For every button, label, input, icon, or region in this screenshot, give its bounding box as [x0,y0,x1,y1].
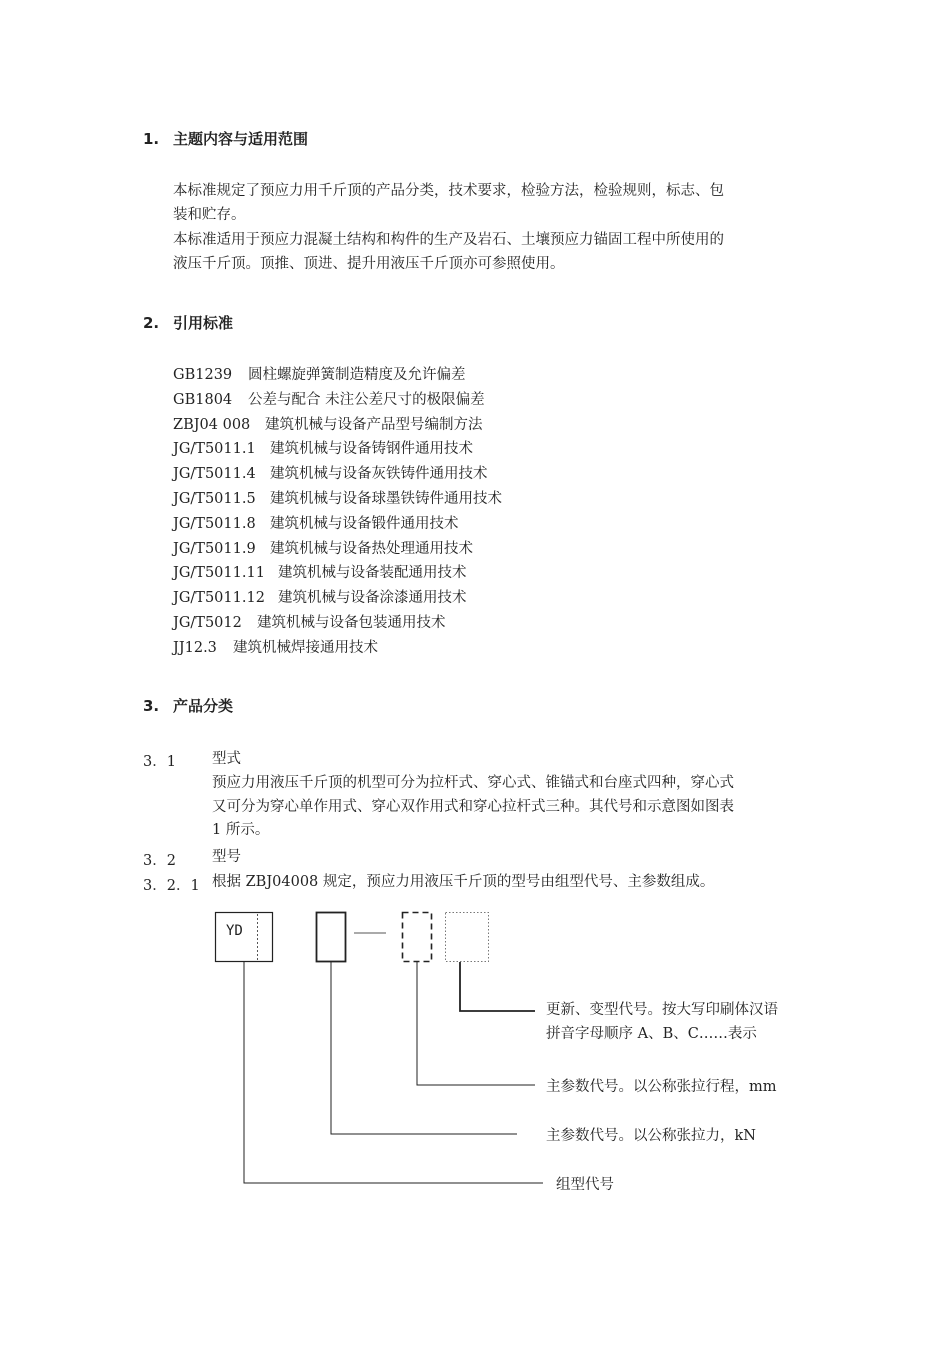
reference-code: JG/T5011.11 [173,565,265,582]
section-3-number: 3. [143,697,160,715]
reference-code: GB1804 [173,391,233,408]
clause-3-2-1-number: 3．2．1 [143,878,200,894]
reference-code: JG/T5012 [173,614,242,631]
clause-3-2-title: 型号 [212,849,241,865]
force-leader-line [331,962,517,1134]
reference-name: 建筑机械与设备涂漆通用技术 [278,590,467,607]
paragraph-line: 本标准适用于预应力混凝土结构和构件的生产及岩石、土壤预应力锚固工程中所使用的 [173,232,724,248]
clause-3-1-number: 3．1 [143,754,176,770]
reference-code: JG/T5011.1 [173,441,256,458]
stroke-code-box [403,913,432,962]
reference-name: 建筑机械与设备包装通用技术 [257,614,446,631]
reference-code: JG/T5011.12 [173,590,265,607]
update-code-label [546,998,778,1046]
paragraph-line: 又可分为穿心单作用式、穿心双作用式和穿心拉杆式三种。其代号和示意图如图表 [212,798,734,815]
force-code-label: 主参数代号。以公称张拉力，kN [546,1128,756,1144]
clause-3-2-number: 3．2 [143,853,176,869]
label-line: 拼音字母顺序 A、B、C……表示 [546,1026,757,1042]
reference-name: 建筑机械焊接通用技术 [233,639,378,656]
reference-name: 建筑机械与设备铸钢件通用技术 [270,441,473,458]
clause-3-2-1-text: 根据 ZBJ04008 规定，预应力用液压千斤顶的型号由组型代号、主参数组成。 [212,874,715,890]
reference-code: JG/T5011.4 [173,466,256,483]
stroke-leader-line [417,962,535,1085]
update-leader-line [460,962,535,1011]
reference-name: 公差与配合 未注公差尺寸的极限偏差 [248,391,485,408]
stroke-code-label: 主参数代号。以公称张拉行程，mm [546,1079,777,1095]
group-code-label: 组型代号 [556,1177,614,1193]
label-line: 更新、变型代号。按大写印刷体汉语 [546,1002,778,1018]
reference-name: 建筑机械与设备热处理通用技术 [270,540,473,557]
section-2-title: 引用标准 [173,314,234,332]
reference-name: 建筑机械与设备球墨铁铸件通用技术 [270,490,502,507]
paragraph-line: 装和贮存。 [173,206,246,223]
reference-name: 建筑机械与设备灰铁铸件通用技术 [270,466,488,483]
paragraph-line: 1 所示。 [212,822,270,838]
group-code-box-text: YD [226,923,243,939]
reference-name: 建筑机械与设备装配通用技术 [278,565,467,582]
reference-code: GB1239 [173,367,233,383]
reference-code: JG/T5011.9 [173,540,256,557]
group-code-box [216,913,273,962]
reference-name: 建筑机械与设备锻件通用技术 [270,515,459,532]
reference-code: JG/T5011.8 [173,515,256,532]
paragraph-line: 本标准规定了预应力用千斤顶的产品分类，技术要求，检验方法，检验规则，标志、包 [173,183,724,199]
section-3-title: 产品分类 [173,697,234,715]
section-1-title: 主题内容与适用范围 [173,130,309,148]
force-code-box [317,913,346,962]
section-1-number: 1. [143,130,160,148]
reference-code: ZBJ04 008 [173,416,251,433]
clause-3-1-title: 型式 [212,751,241,767]
reference-code: JJ12.3 [173,639,217,656]
reference-name: 圆柱螺旋弹簧制造精度及允许偏差 [248,367,466,383]
update-code-box [446,913,489,962]
paragraph-line: 液压千斤顶。顶推、顶进、提升用液压千斤顶亦可参照使用。 [173,255,565,272]
group-leader-line [244,962,543,1183]
paragraph-line: 预应力用液压千斤顶的机型可分为拉杆式、穿心式、锥锚式和台座式四种，穿心式 [212,775,734,791]
reference-code: JG/T5011.5 [173,490,256,507]
reference-name: 建筑机械与设备产品型号编制方法 [265,416,483,433]
section-2-number: 2. [143,314,160,332]
